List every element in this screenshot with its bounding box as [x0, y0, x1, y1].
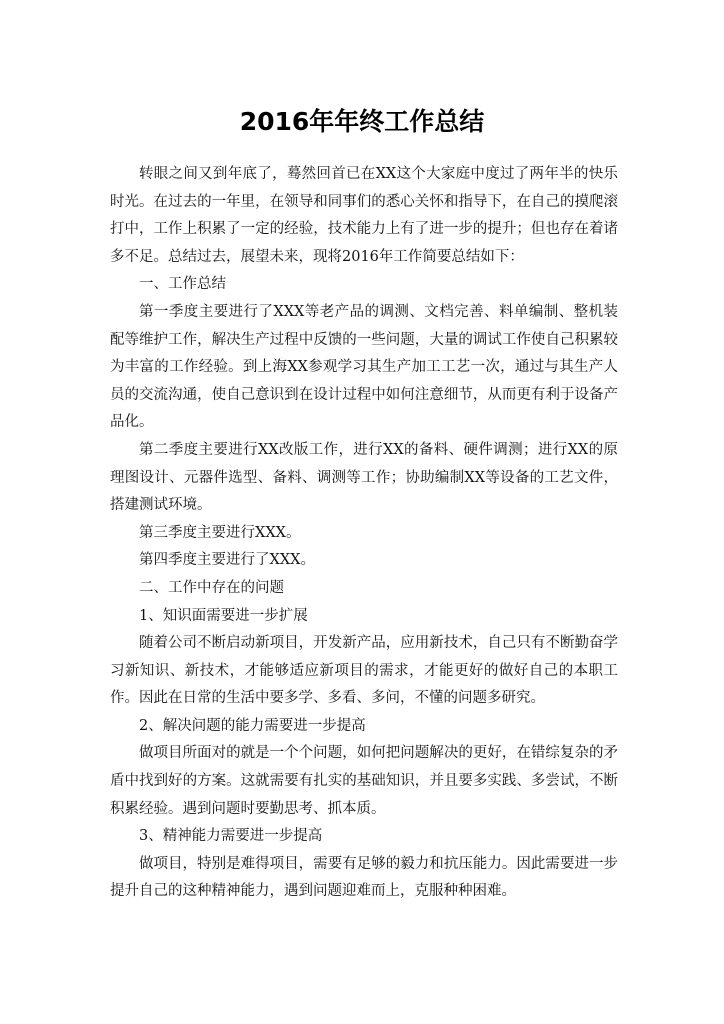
intro-paragraph: 转眼之间又到年底了，蓦然回首已在XX这个大家庭中度过了两年半的快乐时光。在过去的一年里，在领导和同事们的悉心关怀和指导下，在自己的摸爬滚打中，工作上积累了一定的经验，技术能力上有了进一步的提升；但也存在着诸多不足。总结过去，展望未来，现将2016年工作简要总结如下：: [110, 166, 618, 265]
section-heading-work-summary: 一、工作总结: [139, 276, 226, 293]
subheading-problem-solving: 2、解决问题的能力需要进一步提高: [139, 717, 366, 734]
paragraph-mental-ability: 做项目，特别是难得项目，需要有足够的毅力和抗压能力。因此需要进一步提升自己的这种精神能力，遇到问题迎难而上，克服种种困难。: [110, 855, 618, 900]
section-heading-problems: 二、工作中存在的问题: [139, 579, 284, 596]
document-title: 2016年年终工作总结: [239, 107, 485, 136]
paragraph-q4: 第四季度主要进行了XXX。: [139, 552, 315, 569]
paragraph-problem-solving: 做项目所面对的就是一个个问题，如何把问题解决的更好，在错综复杂的矛盾中找到好的方案。这就需要有扎实的基础知识，并且要多实践、多尝试，不断积累经验。遇到问题时要勤思考、抓本质。: [110, 745, 618, 817]
paragraph-knowledge: 随着公司不断启动新项目，开发新产品，应用新技术，自己只有不断勤奋学习新知识、新技术，才能够适应新项目的需求，才能更好的做好自己的本职工作。因此在日常的生活中要多学、多看、多问，不懂的问题多研究。: [110, 635, 618, 707]
paragraph-q3: 第三季度主要进行XXX。: [139, 524, 301, 541]
paragraph-q1: 第一季度主要进行了XXX等老产品的调测、文档完善、料单编制、整机装配等维护工作，解决生产过程中反馈的一些问题，大量的调试工作使自己积累较为丰富的工作经验。到上海XX参观学习其生产加工工艺一次，通过与其生产人员的交流沟通，使自己意识到在设计过程中如何注意细节，从而更有利于设备产品化。: [110, 303, 618, 431]
document-body: [110, 161, 618, 906]
subheading-mental-ability: 3、精神能力需要进一步提高: [139, 828, 323, 845]
paragraph-q2: 第二季度主要进行XX改版工作，进行XX的备料、硬件调测；进行XX的原理图设计、元器件选型、备料、调测等工作；协助编制XX等设备的工艺文件，搭建测试环境。: [110, 441, 618, 514]
subheading-knowledge: 1、知识面需要进一步扩展: [139, 607, 308, 624]
